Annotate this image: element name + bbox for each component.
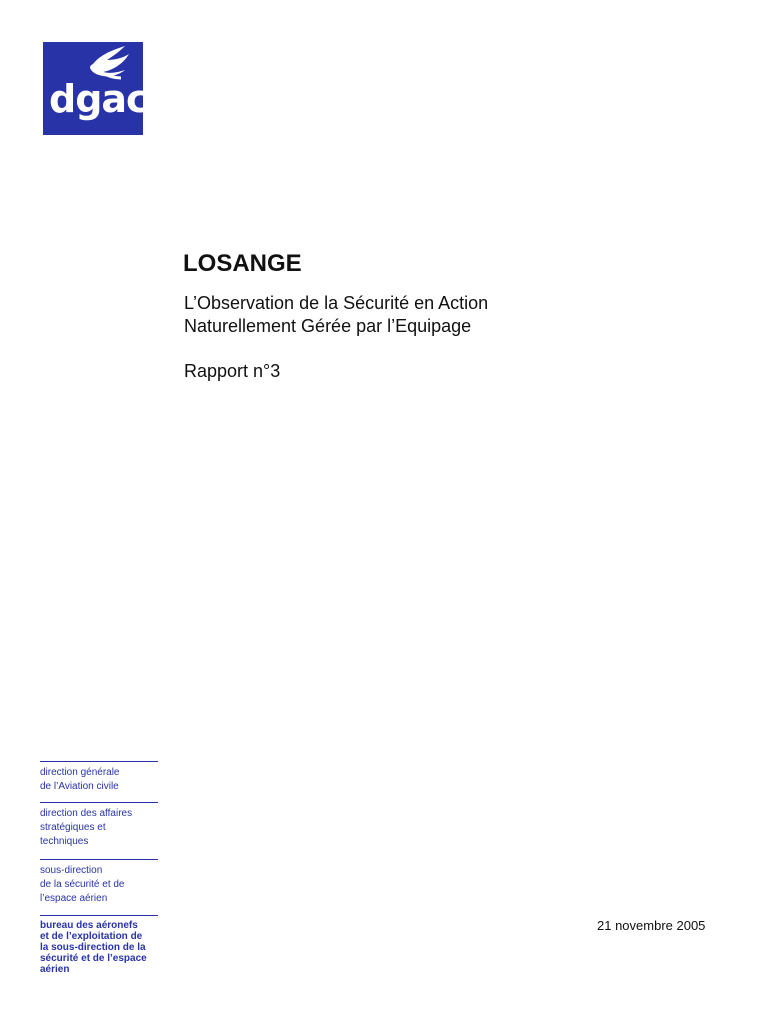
divider (40, 802, 158, 803)
org-line: techniques (40, 836, 89, 847)
org-block-sous-direction (40, 859, 158, 906)
logo-text: dgac (49, 77, 148, 121)
subtitle-line: Naturellement Gérée par l’Equipage (184, 316, 472, 336)
org-line: de la sécurité et de (40, 879, 125, 890)
org-line: stratégiques et (40, 822, 106, 833)
org-line: bureau des aéronefs (40, 920, 138, 931)
org-block-bureau (40, 915, 158, 975)
report-number: Rapport n°3 (184, 361, 281, 381)
dgac-logo (43, 42, 148, 135)
document-title: LOSANGE (183, 250, 302, 277)
org-line: sous-direction (40, 865, 103, 876)
org-line: direction générale (40, 767, 120, 778)
divider (40, 761, 158, 762)
document-subtitle (184, 292, 488, 338)
org-line: et de l’exploitation de (40, 931, 143, 942)
org-line: direction des affaires (40, 808, 133, 819)
divider (40, 915, 158, 916)
subtitle-line: L’Observation de la Sécurité en Action (184, 293, 489, 313)
document-date: 21 novembre 2005 (597, 918, 706, 933)
org-block-dast (40, 802, 158, 849)
org-block-dgac (40, 761, 158, 794)
org-line: sécurité et de l’espace (40, 953, 147, 964)
org-line: aérien (40, 964, 70, 975)
org-line: de l’Aviation civile (40, 781, 119, 792)
org-line: l’espace aérien (40, 893, 108, 904)
org-line: la sous-direction de la (40, 942, 146, 953)
divider (40, 859, 158, 860)
